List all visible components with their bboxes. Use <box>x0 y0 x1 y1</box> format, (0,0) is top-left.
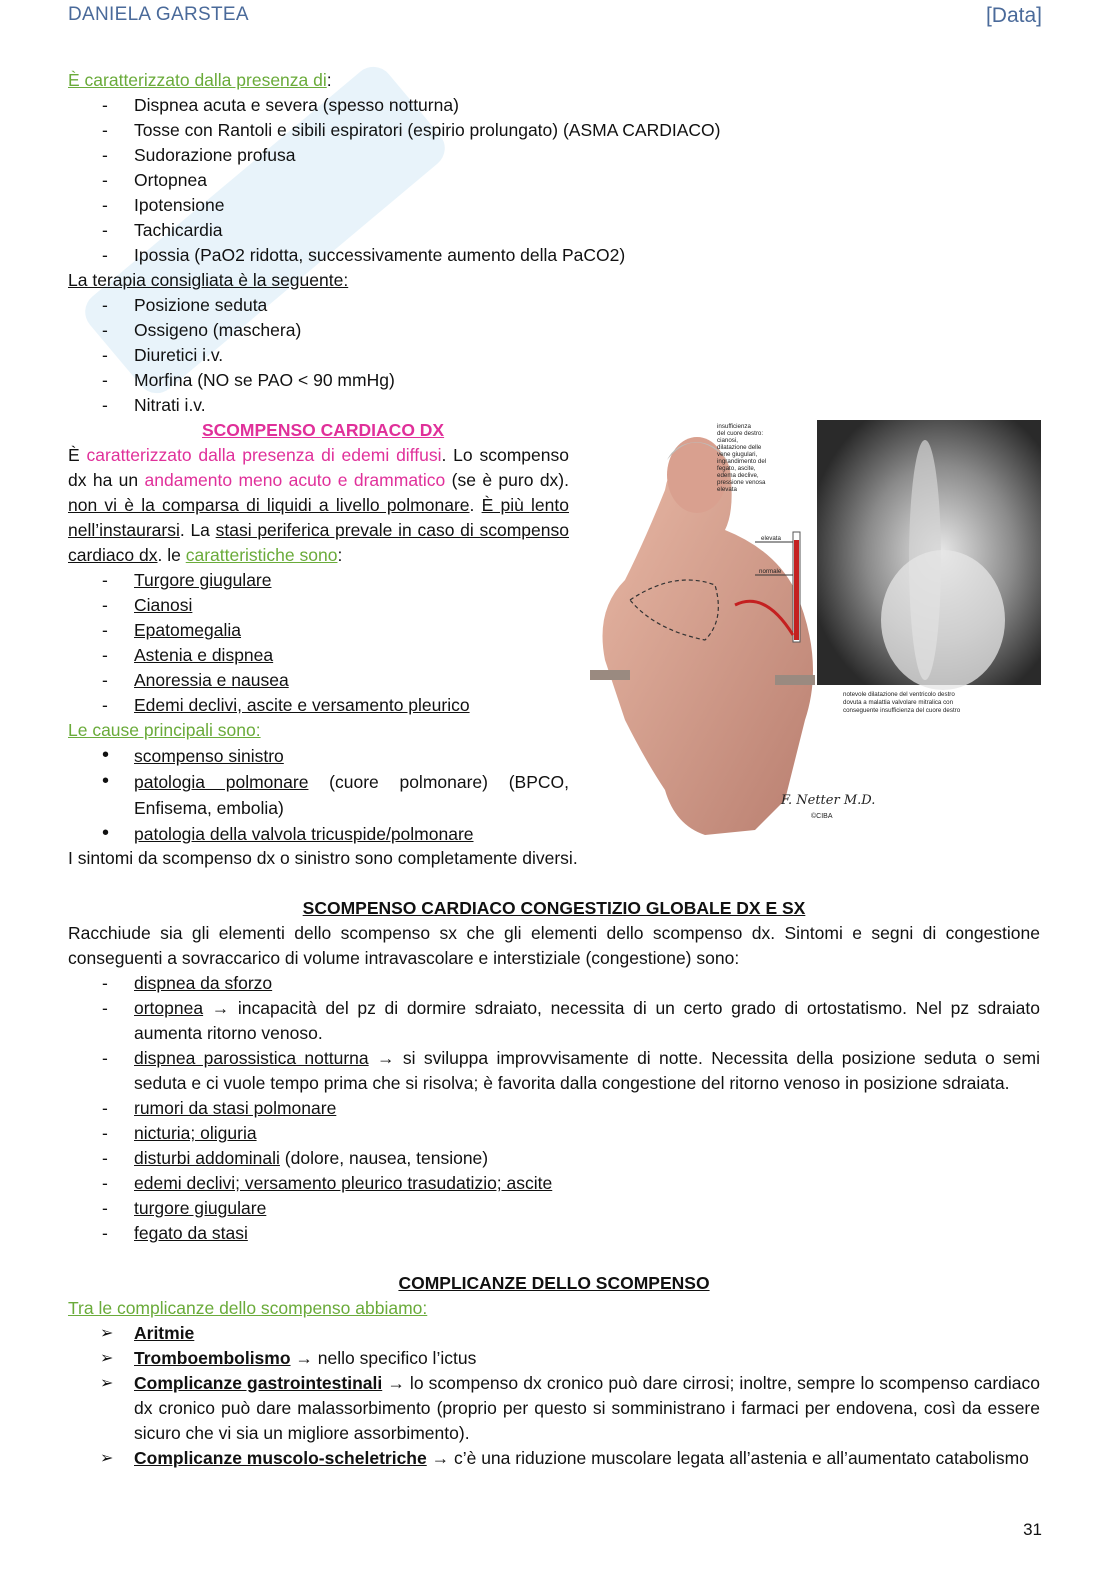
list-item: - Diuretici i.v. <box>68 343 1048 368</box>
list-item: • patologia polmonare (cuore polmonare) (BPCO, Enfisema, embolia) <box>68 769 569 821</box>
netter-illustration <box>585 420 1041 840</box>
list-item: - Anoressia e nausea <box>68 668 569 693</box>
list-item: - Astenia e dispnea <box>68 643 569 668</box>
causes-list <box>68 743 569 847</box>
global-list <box>68 971 1040 1246</box>
section-complicanze <box>68 1271 1040 1471</box>
label-elevata: elevata <box>761 535 781 542</box>
list-item: - Sudorazione profusa <box>68 143 1048 168</box>
header-author: DANIELA GARSTEA <box>68 4 249 25</box>
therapy-list <box>68 293 1048 418</box>
list-item: - Tachicardia <box>68 218 1048 243</box>
list-item: - edemi declivi; versamento pleurico trasudatizio; ascite <box>68 1171 1040 1196</box>
list-item: - turgore giugulare <box>68 1196 1040 1221</box>
list-item: - rumori da stasi polmonare <box>68 1096 1040 1121</box>
list-item: - Ipossia (PaO2 ridotta, successivamente aumento della PaCO2) <box>68 243 1048 268</box>
list-item: - Edemi declivi, ascite e versamento pleurico <box>68 693 569 718</box>
dx-paragraph: È caratterizzato dalla presenza di edemi diffusi. Lo scompenso dx ha un andamento meno acuto e drammatico (se è puro dx). non vi è la comparsa di liquidi a livello polmonare. È più lento nell’instaurarsi. La stasi periferica prevale in caso di scompenso cardiaco dx. le caratteristiche sono: <box>68 445 569 565</box>
list-item: - nicturia; oliguria <box>68 1121 1040 1146</box>
section-scompenso-dx <box>68 418 569 847</box>
list-item: - Morfina (NO se PAO < 90 mmHg) <box>68 368 1048 393</box>
symptoms-intro: È caratterizzato dalla presenza di: <box>68 70 332 90</box>
list-item: - Turgore giugulare <box>68 568 569 593</box>
list-item: - dispnea da sforzo <box>68 971 1040 996</box>
features-list <box>68 568 569 718</box>
list-item: ➢ Complicanze muscolo-scheletriche → c’è una riduzione muscolare legata all’astenia e all’aumentato catabolismo <box>68 1446 1040 1471</box>
causes-intro: Le cause principali sono: <box>68 720 261 740</box>
list-item: ➢ Complicanze gastrointestinali → lo scompenso dx cronico può dare cirrosi; inoltre, sempre lo scompenso cardiaco dx cronico può dare malassorbimento (proprio per questo si somministrano i farmaci per endovena, così da essere sicuro che vi sia un migliore assorbimento). <box>68 1371 1040 1446</box>
complicanze-list <box>68 1321 1040 1471</box>
list-item: ➢ Tromboembolismo → nello specifico l’ictus <box>68 1346 1040 1371</box>
list-item: - Ossigeno (maschera) <box>68 318 1048 343</box>
section-title: SCOMPENSO CARDIACO DX <box>202 420 445 440</box>
section-title: COMPLICANZE DELLO SCOMPENSO <box>398 1273 710 1293</box>
ciba-copyright: ©CIBA <box>811 813 833 820</box>
list-item: - fegato da stasi <box>68 1221 1040 1246</box>
list-item: - Ipotensione <box>68 193 1048 218</box>
list-item: ➢ Aritmie <box>68 1321 1040 1346</box>
list-item: - Dispnea acuta e severa (spesso notturna) <box>68 93 1048 118</box>
netter-signature: F. Netter M.D. <box>781 793 876 808</box>
section-symptoms <box>68 68 1048 418</box>
section-title: SCOMPENSO CARDIACO CONGESTIZIO GLOBALE DX E SX <box>302 898 806 918</box>
label-normale: normale <box>759 568 782 575</box>
list-item: - disturbi addominali (dolore, nausea, tensione) <box>68 1146 1040 1171</box>
list-item: - Epatomegalia <box>68 618 569 643</box>
symptoms-list <box>68 93 1048 268</box>
svg-text:notevole dilatazione del ventr: notevole dilatazione del ventricolo destro dovuta a malattia valvolare mitralica con conseguente insufficienza del cuore destro <box>843 691 961 714</box>
list-item: - Cianosi <box>68 593 569 618</box>
list-item: - Ortopnea <box>68 168 1048 193</box>
therapy-intro: La terapia consigliata è la seguente: <box>68 270 349 290</box>
list-item: - Posizione seduta <box>68 293 1048 318</box>
list-item: - ortopnea → incapacità del pz di dormire sdraiato, necessita di un certo grado di ortostatismo. Nel pz sdraiato aumenta ritorno venoso. <box>68 996 1040 1046</box>
list-item: - dispnea parossistica notturna → si sviluppa improvvisamente di notte. Necessita della posizione seduta o semi seduta e ci vuole tempo prima che si risolva; è favorita dalla congestione del ritorno venoso in posizione sdraiata. <box>68 1046 1040 1096</box>
list-item: • scompenso sinistro <box>68 743 569 769</box>
list-item: • patologia della valvola tricuspide/polmonare <box>68 821 569 847</box>
section-scompenso-globale <box>68 896 1040 1246</box>
svg-text:insufficienzadel cuore destro:: insufficienza del cuore destro: cianosi, dilatazione delle vene giugulari, ingrandimento del fegato, ascite, edema declive, pressione venosa elevata <box>717 423 767 493</box>
page-number: 31 <box>1023 1520 1042 1539</box>
dx-closing-sentence: I sintomi da scompenso dx o sinistro sono completamente diversi. <box>68 848 578 868</box>
header-date: [Data] <box>985 4 1042 27</box>
global-intro: Racchiude sia gli elementi dello scompenso sx che gli elementi dello scompenso dx. Sintomi e segni di congestione conseguenti a sovraccarico di volume intravascolare e interstiziale (congestione) sono: <box>68 923 1040 968</box>
list-item: - Tosse con Rantoli e sibili espiratori (espirio prolungato) (ASMA CARDIACO) <box>68 118 1048 143</box>
list-item: - Nitrati i.v. <box>68 393 1048 418</box>
complicanze-intro: Tra le complicanze dello scompenso abbiamo: <box>68 1298 428 1318</box>
illustration-right-heart-failure <box>585 420 1041 840</box>
